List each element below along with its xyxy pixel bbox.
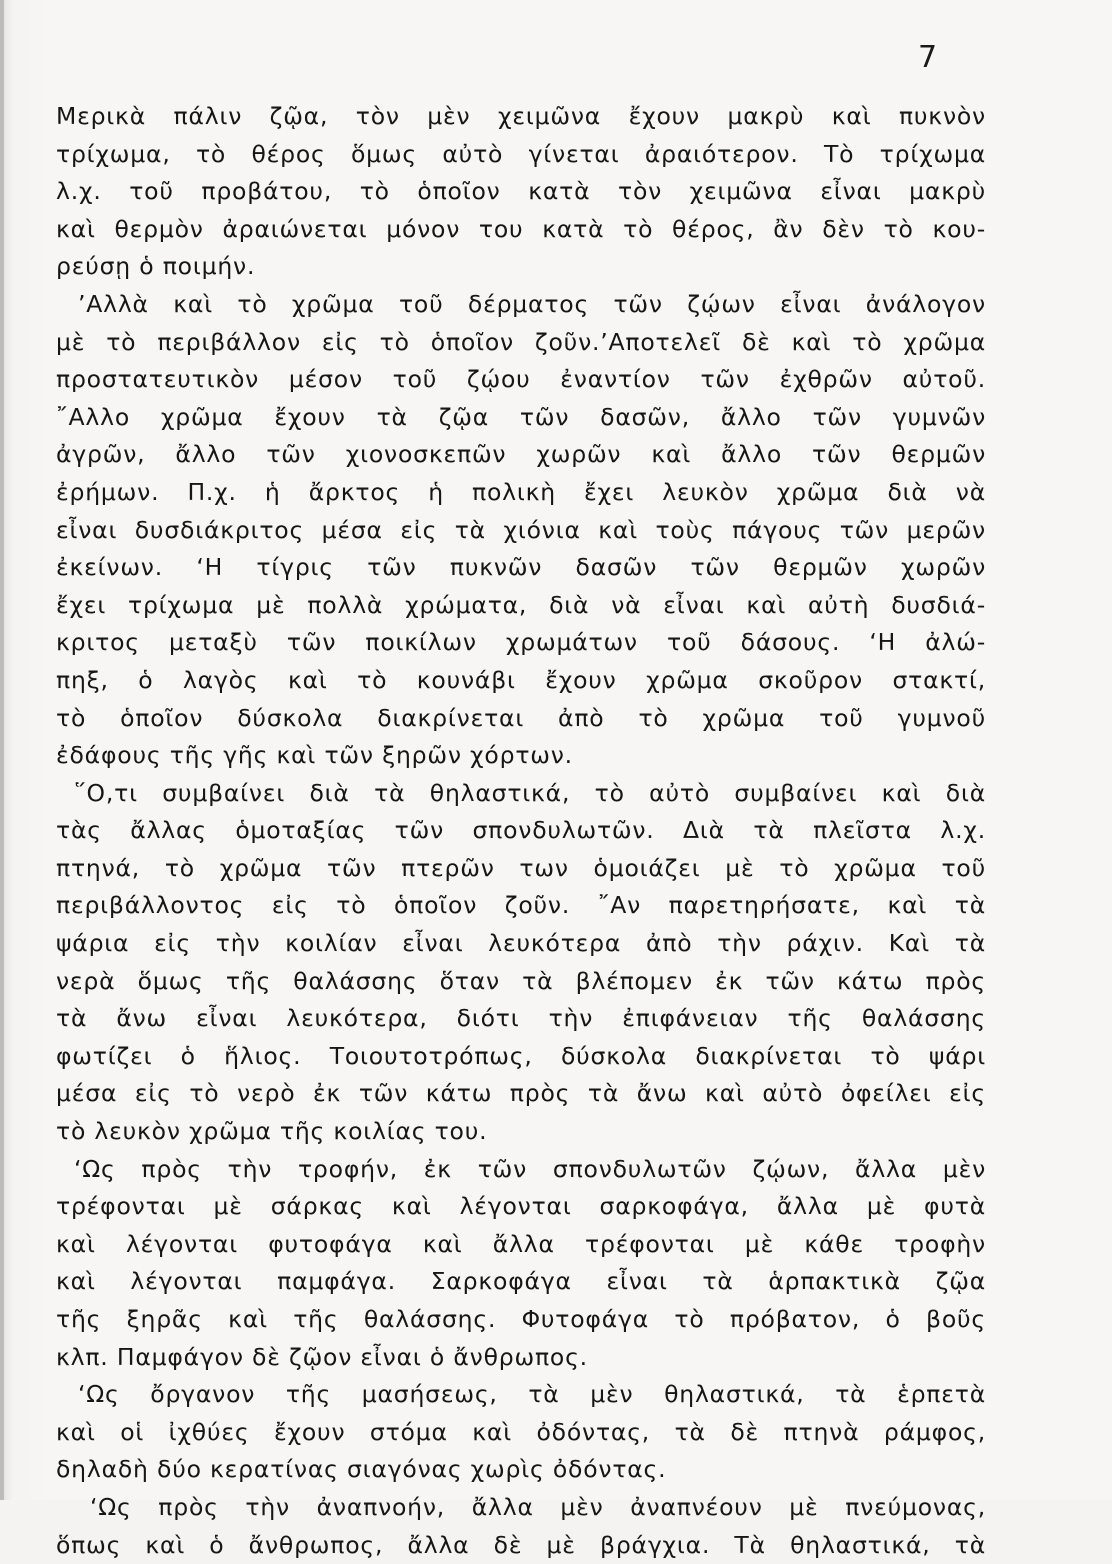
- text-line: πτηνά, τὸ χρῶμα τῶν πτερῶν των ὁμοιάζει μὲ τὸ χρῶμα τοῦ: [56, 853, 986, 882]
- text-line: ἐκείνων. ‘Η τίγρις τῶν πυκνῶν δασῶν τῶν θερμῶν χωρῶν: [56, 553, 986, 582]
- body-text: [56, 98, 986, 1564]
- text-line: λ.χ. τοῦ προβάτου, τὸ ὁποῖον κατὰ τὸν χειμῶνα εἶναι μακρὺ: [56, 177, 986, 206]
- text-line: καὶ οἱ ἰχθύες ἔχουν στόμα καὶ ὀδόντας, τὰ δὲ πτηνὰ ράμφος,: [56, 1417, 986, 1446]
- text-line: ‘Ως πρὸς τὴν ἀναπνοήν, ἄλλα μὲν ἀναπνέουν μὲ πνεύμονας,: [90, 1492, 986, 1521]
- text-line: ψάρια εἰς τὴν κοιλίαν εἶναι λευκότερα ἀπὸ τὴν ράχιν. Καὶ τὰ: [56, 929, 986, 958]
- text-line: φωτίζει ὁ ἥλιος. Τοιουτοτρόπως, δύσκολα διακρίνεται τὸ ψάρι: [56, 1041, 986, 1070]
- text-line: ῎Αλλο χρῶμα ἔχουν τὰ ζῷα τῶν δασῶν, ἄλλο τῶν γυμνῶν: [56, 402, 986, 431]
- text-line: ὅπως καὶ ὁ ἄνθρωπος, ἄλλα δὲ μὲ βράγχια. Τὰ θηλαστικά, τὰ: [56, 1530, 986, 1559]
- text-line: ἔχει τρίχωμα μὲ πολλὰ χρώματα, διὰ νὰ εἶναι καὶ αὐτὴ δυσδιά-: [56, 590, 986, 619]
- text-line: καὶ θερμὸν ἀραιώνεται μόνον του κατὰ τὸ θέρος, ἂν δὲν τὸ κου-: [56, 214, 986, 243]
- text-line: καὶ λέγονται φυτοφάγα καὶ ἄλλα τρέφονται μὲ κάθε τροφὴν: [56, 1229, 986, 1258]
- text-line: ῞Ο,τι συμβαίνει διὰ τὰ θηλαστικά, τὸ αὐτὸ συμβαίνει καὶ διὰ: [74, 778, 986, 807]
- text-line: τὸ ὁποῖον δύσκολα διακρίνεται ἀπὸ τὸ χρῶμα τοῦ γυμνοῦ: [56, 703, 986, 732]
- text-line: εἶναι δυσδιάκριτος μέσα εἰς τὰ χιόνια καὶ τοὺς πάγους τῶν μερῶν: [56, 515, 986, 544]
- text-line: ἐρήμων. Π.χ. ἡ ἄρκτος ἡ πολικὴ ἔχει λευκὸν χρῶμα διὰ νὰ: [56, 477, 986, 506]
- text-line: ’Αλλὰ καὶ τὸ χρῶμα τοῦ δέρματος τῶν ζῴων εἶναι ἀνάλογον: [78, 289, 986, 318]
- text-line: μέσα εἰς τὸ νερὸ ἐκ τῶν κάτω πρὸς τὰ ἄνω καὶ αὐτὸ ὀφείλει εἰς: [56, 1079, 986, 1108]
- page-binding-edge: [0, 0, 4, 1500]
- text-line: Μερικὰ πάλιν ζῷα, τὸν μὲν χειμῶνα ἔχουν μακρὺ καὶ πυκνὸν: [56, 102, 986, 130]
- text-line: ρεύσῃ ὁ ποιμήν.: [56, 252, 256, 281]
- text-line: περιβάλλοντος εἰς τὸ ὁποῖον ζοῦν. ῎Αν παρετηρήσατε, καὶ τὰ: [56, 891, 986, 920]
- text-line: δηλαδὴ δύο κερατίνας σιαγόνας χωρὶς ὀδόντας.: [56, 1455, 667, 1484]
- text-line: νερὰ ὅμως τῆς θαλάσσης ὅταν τὰ βλέπομεν ἐκ τῶν κάτω πρὸς: [56, 966, 986, 995]
- text-line: τρίχωμα, τὸ θέρος ὅμως αὐτὸ γίνεται ἀραιότερον. Τὸ τρίχωμα: [56, 139, 986, 168]
- text-line: τὰς ἄλλας ὁμοταξίας τῶν σπονδυλωτῶν. Διὰ τὰ πλεῖστα λ.χ.: [56, 816, 986, 845]
- text-line: μὲ τὸ περιβάλλον εἰς τὸ ὁποῖον ζοῦν.’Αποτελεῖ δὲ καὶ τὸ χρῶμα: [56, 327, 986, 356]
- text-line: προστατευτικὸν μέσον τοῦ ζῴου ἐναντίον τῶν ἐχθρῶν αὐτοῦ.: [56, 365, 986, 394]
- text-line: κλπ. Παμφάγον δὲ ζῷον εἶναι ὁ ἄνθρωπος.: [56, 1342, 588, 1371]
- text-line: ἀγρῶν, ἄλλο τῶν χιονοσκεπῶν χωρῶν καὶ ἄλλο τῶν θερμῶν: [56, 440, 986, 469]
- text-line: ‘Ως ὄργανον τῆς μασήσεως, τὰ μὲν θηλαστικά, τὰ ἑρπετὰ: [78, 1380, 986, 1409]
- text-line: πηξ, ὁ λαγὸς καὶ τὸ κουνάβι ἔχουν χρῶμα σκοῦρον στακτί,: [56, 665, 986, 694]
- page-number: 7: [918, 40, 938, 75]
- text-line: τὸ λευκὸν χρῶμα τῆς κοιλίας του.: [56, 1117, 488, 1146]
- text-line: κριτος μεταξὺ τῶν ποικίλων χρωμάτων τοῦ δάσους. ‘Η ἀλώ-: [56, 628, 986, 657]
- text-line: καὶ λέγονται παμφάγα. Σαρκοφάγα εἶναι τὰ ἁρπακτικὰ ζῷα: [56, 1267, 986, 1296]
- text-line: τὰ ἄνω εἶναι λευκότερα, διότι τὴν ἐπιφάνειαν τῆς θαλάσσης: [56, 1004, 986, 1033]
- text-line: τρέφονται μὲ σάρκας καὶ λέγονται σαρκοφάγα, ἄλλα μὲ φυτὰ: [56, 1192, 986, 1221]
- text-line: ἐδάφους τῆς γῆς καὶ τῶν ξηρῶν χόρτων.: [56, 741, 573, 770]
- text-line: τῆς ξηρᾶς καὶ τῆς θαλάσσης. Φυτοφάγα τὸ πρόβατον, ὁ βοῦς: [56, 1305, 986, 1333]
- text-line: ‘Ως πρὸς τὴν τροφήν, ἐκ τῶν σπονδυλωτῶν ζῴων, ἄλλα μὲν: [74, 1154, 986, 1183]
